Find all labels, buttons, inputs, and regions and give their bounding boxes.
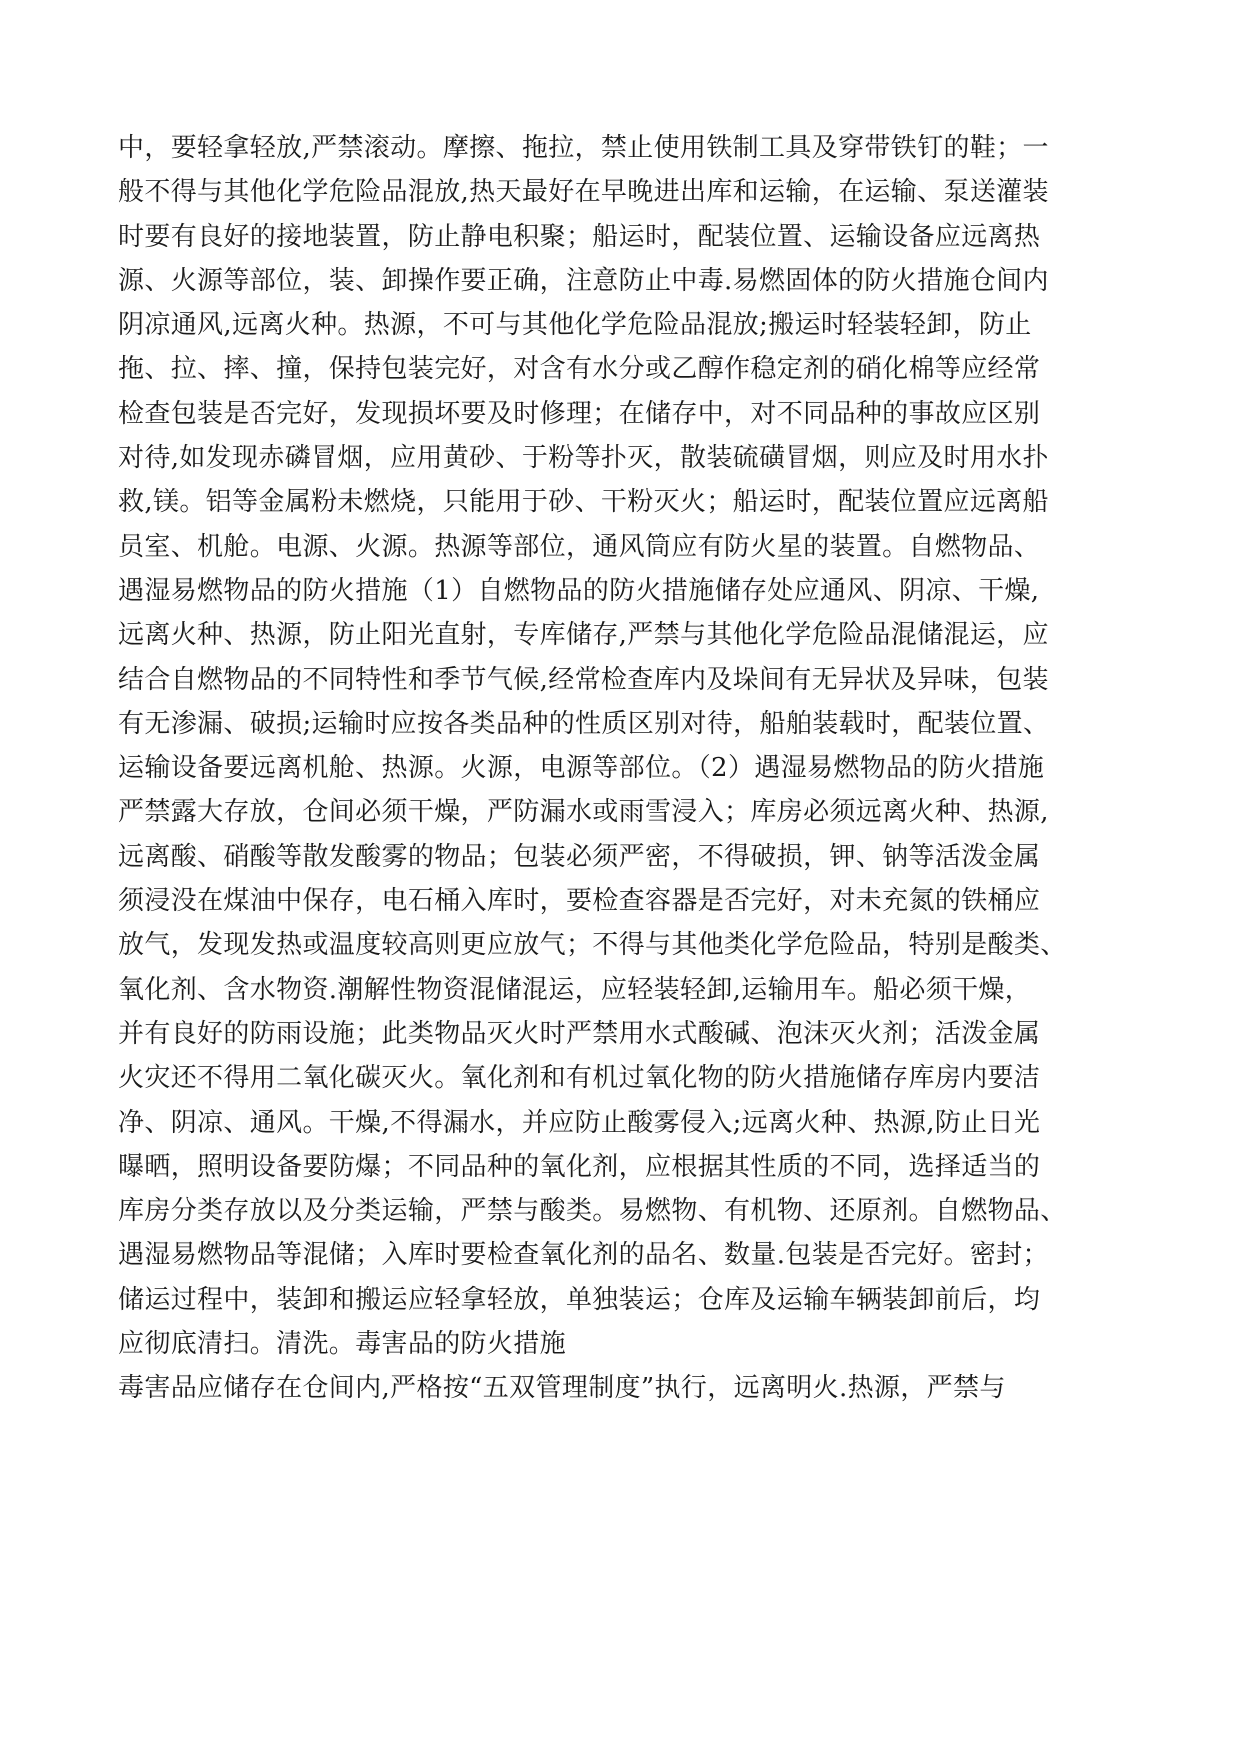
text-line: 结合自燃物品的不同特性和季节气候,经常检查库内及垛间有无异状及异味，包装 xyxy=(118,664,1049,695)
text-line: 遇湿易燃物品等混储；入库时要检查氧化剂的品名、数量.包装是否完好。密封； xyxy=(118,1240,1049,1271)
text-line: 时要有良好的接地装置，防止静电积聚；船运时，配装位置、运输设备应远离热 xyxy=(118,221,1041,252)
text-line: 储运过程中，装卸和搬运应轻拿轻放，单独装运；仓库及运输车辆装卸前后，均 xyxy=(118,1284,1041,1315)
text-line: 源、火源等部位，装、卸操作要正确，注意防止中毒.易燃固体的防火措施仓间内 xyxy=(118,265,1049,296)
text-line: 中，要轻拿轻放,严禁滚动。摩擦、拖拉，禁止使用铁制工具及穿带铁钉的鞋；一 xyxy=(118,133,1049,163)
text-line: 远离酸、硝酸等散发酸雾的物品；包装必须严密，不得破损，钾、钠等活泼金属 xyxy=(118,841,1041,872)
text-line: 运输设备要远离机舱、热源。火源，电源等部位。（2）遇湿易燃物品的防火措施 xyxy=(118,753,1045,784)
text-line: 放气，发现发热或温度较高则更应放气；不得与其他类化学危险品，特别是酸类、 xyxy=(118,930,1067,961)
text-line: 氧化剂、含水物资.潮解性物资混储混运，应轻装轻卸,运输用车。船必须干燥， xyxy=(118,974,1032,1005)
text-line: 净、阴凉、通风。干燥,不得漏水，并应防止酸雾侵入;远离火种、热源,防止日光 xyxy=(118,1107,1041,1138)
text-line: 远离火种、热源，防止阳光直射，专库储存,严禁与其他化学危险品混储混运，应 xyxy=(118,620,1049,651)
text-line: 般不得与其他化学危险品混放,热天最好在早晚进出库和运输，在运输、泵送灌装 xyxy=(118,177,1049,208)
text-line: 并有良好的防雨设施；此类物品灭火时严禁用水式酸碱、泡沫灭火剂；活泼金属 xyxy=(118,1018,1041,1049)
text-line: 火灾还不得用二氧化碳灭火。氧化剂和有机过氧化物的防火措施储存库房内要洁 xyxy=(118,1063,1041,1094)
text-line: 员室、机舱。电源、火源。热源等部位，通风筒应有防火星的装置。自燃物品、 xyxy=(118,531,1041,562)
body-text xyxy=(118,126,1128,1411)
text-line: 有无渗漏、破损;运输时应按各类品种的性质区别对待，船舶装载时，配装位置、 xyxy=(118,708,1050,739)
text-line: 须浸没在煤油中保存，电石桶入库时，要检查容器是否完好，对未充氮的铁桶应 xyxy=(118,886,1041,917)
text-line: 应彻底清扫。清洗。毒害品的防火措施 xyxy=(118,1329,566,1360)
text-line: 拖、拉、摔、撞，保持包装完好，对含有水分或乙醇作稳定剂的硝化棉等应经常 xyxy=(118,354,1041,385)
text-line: 检查包装是否完好，发现损坏要及时修理；在储存中，对不同品种的事故应区别 xyxy=(118,398,1041,429)
text-line: 遇湿易燃物品的防火措施（1）自燃物品的防火措施储存处应通风、阴凉、干燥, xyxy=(118,575,1040,606)
text-line: 救,镁。铝等金属粉未燃烧，只能用于砂、干粉灭火；船运时，配装位置应远离船 xyxy=(118,487,1049,518)
text-line: 曝晒，照明设备要防爆；不同品种的氧化剂，应根据其性质的不同，选择适当的 xyxy=(118,1151,1041,1182)
text-line: 毒害品应储存在仓间内,严格按“五双管理制度”执行，远离明火.热源，严禁与 xyxy=(118,1373,1006,1404)
text-line: 对待,如发现赤磷冒烟，应用黄砂、于粉等扑灭，散装硫磺冒烟，则应及时用水扑 xyxy=(118,443,1049,474)
text-line: 阴凉通风,远离火种。热源，不可与其他化学危险品混放;搬运时轻装轻卸，防止 xyxy=(118,310,1032,341)
text-line: 严禁露大存放，仓间必须干燥，严防漏水或雨雪浸入；库房必须远离火种、热源, xyxy=(118,797,1049,828)
text-line: 库房分类存放以及分类运输，严禁与酸类。易燃物、有机物、还原剂。自燃物品、 xyxy=(118,1196,1067,1227)
